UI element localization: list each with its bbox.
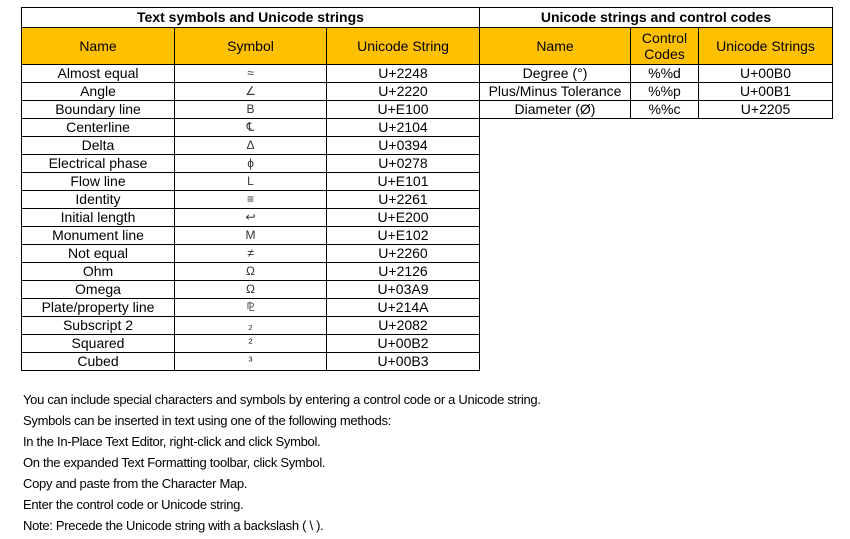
unicode-string: U+214A — [327, 299, 480, 317]
table1-title: Text symbols and Unicode strings — [22, 8, 480, 28]
table-row — [22, 335, 480, 353]
table-row — [22, 353, 480, 371]
unicode-string: U+03A9 — [327, 281, 480, 299]
notes-section — [23, 389, 541, 536]
unicode-string: U+2248 — [327, 65, 480, 83]
unicode-string: U+00B1 — [699, 83, 833, 101]
symbol-name: Ohm — [22, 263, 175, 281]
note-line: On the expanded Text Formatting toolbar, click Symbol. — [23, 455, 326, 470]
unicode-string: U+2126 — [327, 263, 480, 281]
symbol-name: Plate/property line — [22, 299, 175, 317]
symbol-name: Almost equal — [22, 65, 175, 83]
symbol-name: Subscript 2 — [22, 317, 175, 335]
control-code: %%p — [631, 83, 699, 101]
unicode-string: U+0278 — [327, 155, 480, 173]
table-row — [22, 119, 480, 137]
table-row — [22, 281, 480, 299]
header-name: Name — [480, 28, 631, 65]
symbol-name: Cubed — [22, 353, 175, 371]
symbol-name: Monument line — [22, 227, 175, 245]
table-row — [22, 173, 480, 191]
table-row — [22, 83, 480, 101]
table2-title: Unicode strings and control codes — [480, 8, 833, 28]
symbol-glyph: ≠ — [175, 245, 327, 263]
text-symbols-table — [21, 7, 480, 371]
control-codes-table — [479, 7, 833, 119]
symbol-glyph: Ω — [175, 281, 327, 299]
symbol-name: Omega — [22, 281, 175, 299]
symbol-glyph: ℄ — [175, 119, 327, 137]
header-control-codes: Control Codes — [631, 28, 699, 65]
unicode-string: U+00B2 — [327, 335, 480, 353]
note-line: You can include special characters and symbols by entering a control code or a Unicode string. — [23, 392, 541, 407]
code-name: Diameter (Ø) — [480, 101, 631, 119]
symbol-glyph: ≈ — [175, 65, 327, 83]
table-row — [480, 83, 833, 101]
symbol-name: Not equal — [22, 245, 175, 263]
symbol-glyph: ≡ — [175, 191, 327, 209]
symbol-glyph: ⅊ — [175, 299, 327, 317]
symbol-glyph: Δ — [175, 137, 327, 155]
symbol-name: Squared — [22, 335, 175, 353]
unicode-string: U+2082 — [327, 317, 480, 335]
table-row — [22, 65, 480, 83]
table-row — [480, 101, 833, 119]
symbol-glyph: L — [175, 173, 327, 191]
symbol-glyph: ₂ — [175, 317, 327, 335]
unicode-string: U+00B0 — [699, 65, 833, 83]
table-row — [22, 155, 480, 173]
note-line: In the In-Place Text Editor, right-click and click Symbol. — [23, 434, 321, 449]
unicode-string: U+2104 — [327, 119, 480, 137]
unicode-string: U+E102 — [327, 227, 480, 245]
unicode-string: U+0394 — [327, 137, 480, 155]
unicode-string: U+2205 — [699, 101, 833, 119]
table-row — [22, 137, 480, 155]
note-line: Copy and paste from the Character Map. — [23, 476, 248, 491]
symbol-glyph: ɸ — [175, 155, 327, 173]
symbol-glyph: M — [175, 227, 327, 245]
unicode-string: U+E200 — [327, 209, 480, 227]
symbol-glyph: ↩ — [175, 209, 327, 227]
symbol-glyph: B — [175, 101, 327, 119]
unicode-string: U+E101 — [327, 173, 480, 191]
header-unicode-string: Unicode String — [327, 28, 480, 65]
note-line: Note: Precede the Unicode string with a backslash ( \ ). — [23, 518, 324, 533]
unicode-string: U+2260 — [327, 245, 480, 263]
table-row — [22, 245, 480, 263]
header-symbol: Symbol — [175, 28, 327, 65]
control-code: %%d — [631, 65, 699, 83]
unicode-string: U+00B3 — [327, 353, 480, 371]
unicode-string: U+2261 — [327, 191, 480, 209]
header-name: Name — [22, 28, 175, 65]
symbol-name: Boundary line — [22, 101, 175, 119]
table-row — [22, 263, 480, 281]
symbol-name: Delta — [22, 137, 175, 155]
table-row — [22, 227, 480, 245]
unicode-string: U+E100 — [327, 101, 480, 119]
note-line: Enter the control code or Unicode string. — [23, 497, 244, 512]
symbol-name: Angle — [22, 83, 175, 101]
control-code: %%c — [631, 101, 699, 119]
table-row — [480, 65, 833, 83]
symbol-glyph: ² — [175, 335, 327, 353]
symbol-name: Initial length — [22, 209, 175, 227]
unicode-string: U+2220 — [327, 83, 480, 101]
code-name: Plus/Minus Tolerance — [480, 83, 631, 101]
table-row — [22, 299, 480, 317]
symbol-name: Electrical phase — [22, 155, 175, 173]
table-row — [22, 209, 480, 227]
symbol-glyph: Ω — [175, 263, 327, 281]
table-row — [22, 191, 480, 209]
table-row — [22, 317, 480, 335]
note-line: Symbols can be inserted in text using one of the following methods: — [23, 413, 391, 428]
code-name: Degree (°) — [480, 65, 631, 83]
symbol-glyph: ³ — [175, 353, 327, 371]
header-unicode-strings: Unicode Strings — [699, 28, 833, 65]
symbol-glyph: ∠ — [175, 83, 327, 101]
symbol-name: Flow line — [22, 173, 175, 191]
table-row — [22, 101, 480, 119]
symbol-name: Identity — [22, 191, 175, 209]
symbol-name: Centerline — [22, 119, 175, 137]
